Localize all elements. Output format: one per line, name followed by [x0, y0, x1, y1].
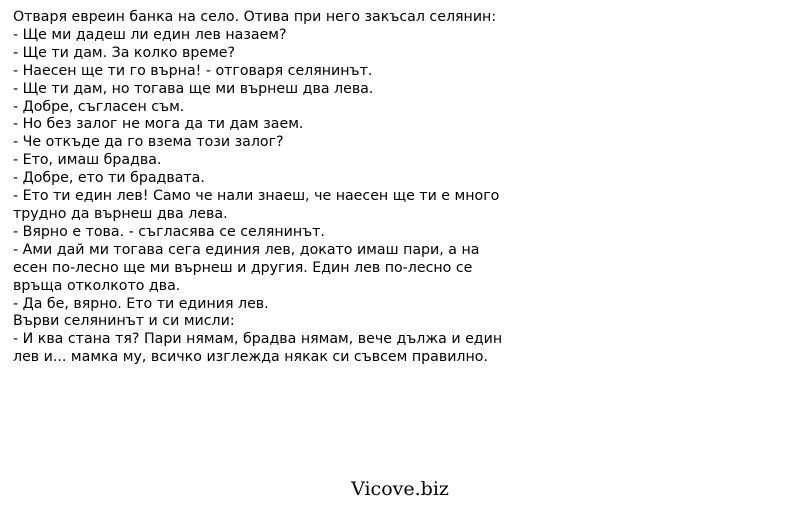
joke-line: - Ще ти дам, но тогава ще ми върнеш два лева. [13, 80, 374, 97]
joke-line: - И ква стана тя? Пари нямам, брадва нямам, вече дължа и един [13, 331, 503, 348]
joke-line: - Наесен ще ти го върна! - отговаря селянинът. [13, 62, 373, 79]
joke-line: - Ами дай ми тогава сега единия лев, докато имаш пари, а на [13, 241, 480, 258]
joke-line: - Ето, имаш брадва. [13, 152, 162, 169]
site-watermark: Vicove.biz [351, 478, 449, 500]
joke-line: - Ще ти дам. За колко време? [13, 44, 236, 61]
joke-line: - Да бе, вярно. Ето ти единия лев. [13, 295, 269, 312]
joke-line: трудно да върнеш два лева. [13, 205, 228, 222]
joke-line: - Но без залог не мога да ти дам заем. [13, 116, 304, 133]
joke-line: - Вярно е това. - съгласява се селянинът. [13, 223, 325, 240]
joke-line: - Ще ми дадеш ли един лев назаем? [13, 26, 287, 43]
joke-line: есен по-лесно ще ми върнеш и другия. Един лев по-лесно се [13, 259, 473, 276]
joke-line: - Добре, съгласен съм. [13, 98, 185, 115]
joke-line: - Добре, ето ти брадвата. [13, 170, 205, 187]
joke-line: Върви селянинът и си мисли: [13, 313, 235, 330]
joke-line: връща отколкото два. [13, 277, 181, 294]
joke-line: лев и... мамка му, всичко изглежда някак си съвсем правилно. [13, 349, 488, 366]
joke-line: - Че откъде да го взема този залог? [13, 134, 284, 151]
joke-line: - Ето ти един лев! Само че нали знаеш, че наесен ще ти е много [13, 188, 500, 205]
joke-text [13, 9, 793, 367]
joke-line: Отваря евреин банка на село. Отива при него закъсал селянин: [13, 9, 497, 25]
